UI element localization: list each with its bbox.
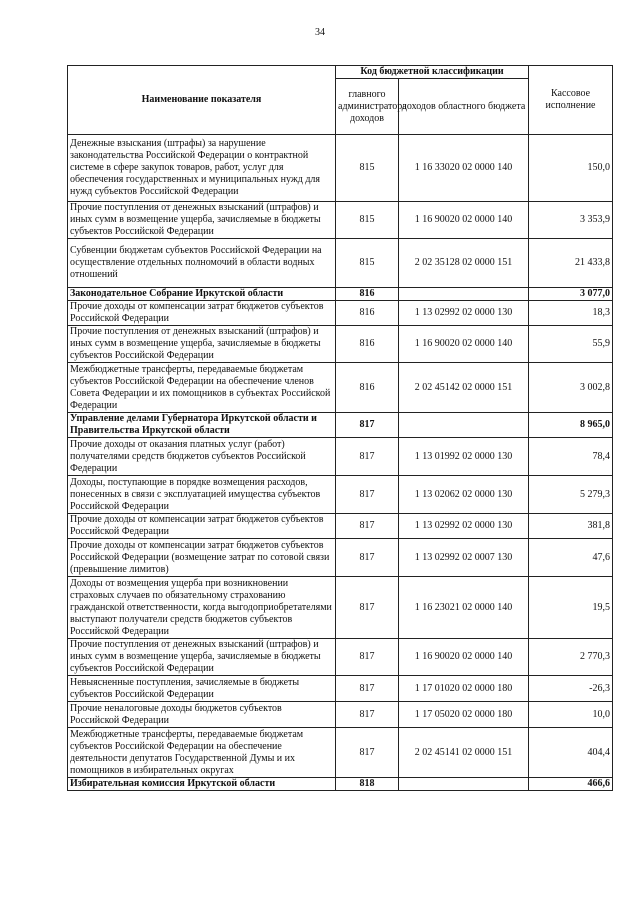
row-amount: 55,9 <box>529 326 613 363</box>
table-row <box>68 413 613 438</box>
row-name: Прочие доходы от компенсации затрат бюджетов субъектов Российской Федерации (возмещение затрат по сотовой связи (превышение лимитов) <box>68 539 336 577</box>
row-name: Прочие поступления от денежных взысканий (штрафов) и иных сумм в возмещение ущерба, зачисляемые в бюджеты субъектов Российской Федерации <box>68 202 336 239</box>
table-body <box>68 135 613 791</box>
row-income-code <box>399 778 529 791</box>
table-row <box>68 301 613 326</box>
row-admin-code: 817 <box>336 676 399 702</box>
row-amount: 8 965,0 <box>529 413 613 438</box>
table-row <box>68 676 613 702</box>
row-admin-code: 815 <box>336 135 399 202</box>
column-header-income-code: доходов областного бюджета <box>399 79 529 135</box>
row-income-code: 2 02 35128 02 0000 151 <box>399 239 529 288</box>
row-name: Избирательная комиссия Иркутской области <box>68 778 336 791</box>
row-name: Прочие доходы от оказания платных услуг (работ) получателями средств бюджетов субъектов Российской Федерации <box>68 438 336 476</box>
row-income-code: 1 13 01992 02 0000 130 <box>399 438 529 476</box>
row-name: Межбюджетные трансферты, передаваемые бюджетам субъектов Российской Федерации на обеспечение членов Совета Федерации и их помощников в субъектах Российской Федерации <box>68 363 336 413</box>
table-row <box>68 326 613 363</box>
table-row <box>68 539 613 577</box>
table-row <box>68 438 613 476</box>
row-name: Денежные взыскания (штрафы) за нарушение законодательства Российской Федерации о контрактной системе в сфере закупок товаров, работ, услуг для обеспечения государственных и муниципальных нужд для нужд субъектов Российской Федерации <box>68 135 336 202</box>
row-admin-code: 817 <box>336 728 399 778</box>
row-name: Прочие доходы от компенсации затрат бюджетов субъектов Российской Федерации <box>68 514 336 539</box>
table-row <box>68 702 613 728</box>
row-name: Доходы от возмещения ущерба при возникновении страховых случаев по обязательному страхованию гражданской ответственности, когда выгодоприобретателями выступают получатели средств бюджетов субъектов Российской Федерации <box>68 577 336 639</box>
row-amount: 3 353,9 <box>529 202 613 239</box>
table-row <box>68 288 613 301</box>
column-header-name: Наименование показателя <box>68 66 336 135</box>
row-income-code: 1 13 02992 02 0000 130 <box>399 301 529 326</box>
row-name: Прочие поступления от денежных взысканий (штрафов) и иных сумм в возмещение ущерба, зачисляемые в бюджеты субъектов Российской Федерации <box>68 639 336 676</box>
row-income-code: 1 16 23021 02 0000 140 <box>399 577 529 639</box>
column-header-admin: главного администратора доходов <box>336 79 399 135</box>
row-admin-code: 816 <box>336 288 399 301</box>
row-admin-code: 817 <box>336 539 399 577</box>
row-income-code: 1 17 01020 02 0000 180 <box>399 676 529 702</box>
row-admin-code: 815 <box>336 239 399 288</box>
row-admin-code: 818 <box>336 778 399 791</box>
table-row <box>68 476 613 514</box>
row-name: Законодательное Собрание Иркутской области <box>68 288 336 301</box>
row-amount: 404,4 <box>529 728 613 778</box>
row-admin-code: 817 <box>336 438 399 476</box>
row-amount: -26,3 <box>529 676 613 702</box>
row-name: Межбюджетные трансферты, передаваемые бюджетам субъектов Российской Федерации на обеспечение деятельности депутатов Государственной Думы и их помощников в избирательных округах <box>68 728 336 778</box>
row-admin-code: 817 <box>336 413 399 438</box>
row-name: Прочие неналоговые доходы бюджетов субъектов Российской Федерации <box>68 702 336 728</box>
row-income-code: 2 02 45142 02 0000 151 <box>399 363 529 413</box>
row-admin-code: 817 <box>336 577 399 639</box>
row-name: Невыясненные поступления, зачисляемые в бюджеты субъектов Российской Федерации <box>68 676 336 702</box>
row-income-code: 1 16 90020 02 0000 140 <box>399 202 529 239</box>
budget-table <box>67 65 613 791</box>
table-row <box>68 239 613 288</box>
table-row <box>68 728 613 778</box>
row-admin-code: 816 <box>336 301 399 326</box>
row-amount: 3 077,0 <box>529 288 613 301</box>
table-row <box>68 363 613 413</box>
row-admin-code: 816 <box>336 326 399 363</box>
table-row <box>68 577 613 639</box>
row-name: Прочие поступления от денежных взысканий (штрафов) и иных сумм в возмещение ущерба, зачисляемые в бюджеты субъектов Российской Федерации <box>68 326 336 363</box>
row-income-code <box>399 413 529 438</box>
table-row <box>68 202 613 239</box>
row-amount: 5 279,3 <box>529 476 613 514</box>
row-amount: 18,3 <box>529 301 613 326</box>
row-amount: 3 002,8 <box>529 363 613 413</box>
row-admin-code: 817 <box>336 476 399 514</box>
row-income-code: 1 16 33020 02 0000 140 <box>399 135 529 202</box>
table-row <box>68 514 613 539</box>
column-header-amount: Кассовое исполнение <box>529 66 613 135</box>
row-name: Доходы, поступающие в порядке возмещения расходов, понесенных в связи с эксплуатацией имущества субъектов Российской Федерации <box>68 476 336 514</box>
row-income-code: 1 13 02992 02 0000 130 <box>399 514 529 539</box>
row-name: Субвенции бюджетам субъектов Российской Федерации на осуществление отдельных полномочий в области водных отношений <box>68 239 336 288</box>
row-admin-code: 817 <box>336 514 399 539</box>
row-income-code: 1 17 05020 02 0000 180 <box>399 702 529 728</box>
row-name: Прочие доходы от компенсации затрат бюджетов субъектов Российской Федерации <box>68 301 336 326</box>
row-income-code <box>399 288 529 301</box>
row-amount: 150,0 <box>529 135 613 202</box>
row-amount: 47,6 <box>529 539 613 577</box>
row-amount: 21 433,8 <box>529 239 613 288</box>
page-number: 34 <box>315 27 325 38</box>
row-income-code: 1 16 90020 02 0000 140 <box>399 326 529 363</box>
row-income-code: 1 13 02062 02 0000 130 <box>399 476 529 514</box>
row-amount: 78,4 <box>529 438 613 476</box>
table-row <box>68 639 613 676</box>
row-name: Управление делами Губернатора Иркутской области и Правительства Иркутской области <box>68 413 336 438</box>
row-amount: 2 770,3 <box>529 639 613 676</box>
row-income-code: 2 02 45141 02 0000 151 <box>399 728 529 778</box>
row-amount: 381,8 <box>529 514 613 539</box>
row-amount: 19,5 <box>529 577 613 639</box>
row-income-code: 1 16 90020 02 0000 140 <box>399 639 529 676</box>
row-admin-code: 817 <box>336 702 399 728</box>
row-admin-code: 816 <box>336 363 399 413</box>
table-row <box>68 778 613 791</box>
row-income-code: 1 13 02992 02 0007 130 <box>399 539 529 577</box>
row-admin-code: 815 <box>336 202 399 239</box>
table-row <box>68 135 613 202</box>
row-amount: 10,0 <box>529 702 613 728</box>
column-header-code-group: Код бюджетной классификации <box>336 66 529 79</box>
row-admin-code: 817 <box>336 639 399 676</box>
row-amount: 466,6 <box>529 778 613 791</box>
